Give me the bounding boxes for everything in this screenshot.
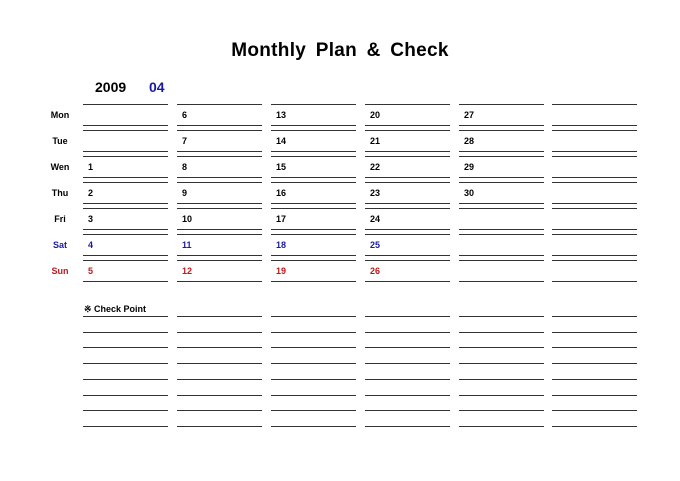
date-number: 13 (276, 110, 287, 120)
date-number: 14 (276, 136, 287, 146)
cell-top-line (552, 104, 637, 105)
cell-bottom-line (459, 203, 544, 204)
cell-bottom-line (177, 151, 262, 152)
cell-bottom-line (271, 177, 356, 178)
month-label: 04 (149, 79, 165, 95)
day-label-sun: Sun (51, 266, 69, 276)
cell-bottom-line (83, 255, 168, 256)
cell-bottom-line (271, 229, 356, 230)
cell-bottom-line (83, 125, 168, 126)
check-point-line (271, 347, 356, 348)
check-point-line (459, 426, 544, 427)
cell-top-line (271, 104, 356, 105)
cell-top-line (365, 208, 450, 209)
check-point-line (271, 316, 356, 317)
date-number: 21 (370, 136, 381, 146)
cell-top-line (271, 130, 356, 131)
cell-top-line (459, 208, 544, 209)
cell-top-line (83, 234, 168, 235)
cell-bottom-line (365, 255, 450, 256)
cell-bottom-line (365, 125, 450, 126)
date-number: 6 (182, 110, 188, 120)
page-title: Monthly Plan & Check (231, 40, 449, 61)
cell-bottom-line (83, 177, 168, 178)
cell-bottom-line (552, 125, 637, 126)
check-point-line (459, 316, 544, 317)
check-point-line (271, 410, 356, 411)
check-point-line (177, 426, 262, 427)
date-number: 27 (464, 110, 475, 120)
cell-bottom-line (552, 177, 637, 178)
check-point-line (83, 395, 168, 396)
check-point-line (365, 395, 450, 396)
check-point-line (177, 395, 262, 396)
date-number: 25 (370, 240, 381, 250)
cell-top-line (177, 208, 262, 209)
cell-top-line (365, 260, 450, 261)
cell-bottom-line (459, 255, 544, 256)
date-number: 16 (276, 188, 287, 198)
check-point-line (552, 363, 637, 364)
date-number: 24 (370, 214, 381, 224)
date-number: 19 (276, 266, 287, 276)
check-point-line (552, 426, 637, 427)
cell-top-line (83, 260, 168, 261)
cell-bottom-line (177, 203, 262, 204)
date-number: 7 (182, 136, 188, 146)
date-number: 5 (88, 266, 94, 276)
date-number: 12 (182, 266, 193, 276)
date-number: 20 (370, 110, 381, 120)
day-label-sat: Sat (52, 240, 67, 250)
cell-bottom-line (177, 177, 262, 178)
cell-top-line (552, 208, 637, 209)
check-point-line (83, 347, 168, 348)
cell-bottom-line (83, 203, 168, 204)
date-number: 9 (182, 188, 188, 198)
date-number: 22 (370, 162, 381, 172)
cell-top-line (177, 130, 262, 131)
check-point-line (365, 426, 450, 427)
cell-bottom-line (459, 177, 544, 178)
cell-bottom-line (459, 151, 544, 152)
cell-bottom-line (365, 229, 450, 230)
check-point-line (552, 410, 637, 411)
check-point-line (271, 379, 356, 380)
check-point-line (365, 347, 450, 348)
date-number: 18 (276, 240, 287, 250)
date-number: 17 (276, 214, 287, 224)
cell-bottom-line (365, 177, 450, 178)
check-point-line (365, 332, 450, 333)
check-point-line (459, 410, 544, 411)
date-number: 26 (370, 266, 381, 276)
cell-top-line (83, 182, 168, 183)
cell-top-line (459, 104, 544, 105)
cell-bottom-line (271, 151, 356, 152)
check-point-line (365, 363, 450, 364)
cell-top-line (177, 156, 262, 157)
cell-top-line (459, 260, 544, 261)
cell-top-line (177, 182, 262, 183)
check-point-line (552, 332, 637, 333)
date-number: 3 (88, 214, 94, 224)
cell-top-line (552, 156, 637, 157)
date-number: 10 (182, 214, 193, 224)
cell-top-line (177, 260, 262, 261)
check-point-line (271, 395, 356, 396)
check-point-line (365, 379, 450, 380)
cell-bottom-line (83, 281, 168, 282)
check-point-line (552, 347, 637, 348)
check-point-line (83, 332, 168, 333)
cell-top-line (271, 260, 356, 261)
cell-bottom-line (177, 255, 262, 256)
cell-top-line (365, 130, 450, 131)
cell-bottom-line (459, 281, 544, 282)
cell-top-line (83, 208, 168, 209)
cell-bottom-line (459, 125, 544, 126)
check-point-line (552, 379, 637, 380)
check-point-line (365, 410, 450, 411)
date-number: 11 (182, 240, 192, 250)
check-point-line (177, 410, 262, 411)
check-point-line (459, 379, 544, 380)
cell-top-line (365, 104, 450, 105)
check-point-line (459, 347, 544, 348)
cell-top-line (552, 130, 637, 131)
day-label-thu: Thu (51, 188, 69, 198)
year-label: 2009 (95, 79, 127, 95)
cell-bottom-line (177, 281, 262, 282)
date-number: 8 (182, 162, 188, 172)
cell-top-line (271, 156, 356, 157)
cell-top-line (552, 234, 637, 235)
cell-top-line (459, 156, 544, 157)
check-point-line (83, 316, 168, 317)
cell-bottom-line (552, 281, 637, 282)
check-point-line (552, 395, 637, 396)
cell-bottom-line (552, 229, 637, 230)
check-point-line (459, 363, 544, 364)
cell-top-line (459, 130, 544, 131)
check-point-line (177, 379, 262, 380)
date-number: 2 (88, 188, 94, 198)
cell-top-line (552, 182, 637, 183)
cell-bottom-line (365, 281, 450, 282)
cell-bottom-line (271, 281, 356, 282)
cell-bottom-line (552, 151, 637, 152)
check-point-line (365, 316, 450, 317)
date-number: 30 (464, 188, 475, 198)
cell-bottom-line (552, 255, 637, 256)
cell-top-line (271, 208, 356, 209)
check-point-line (459, 395, 544, 396)
check-point-label: ※ Check Point (84, 304, 147, 314)
cell-top-line (552, 260, 637, 261)
check-point-line (83, 363, 168, 364)
cell-top-line (83, 104, 168, 105)
cell-top-line (459, 234, 544, 235)
cell-top-line (271, 234, 356, 235)
cell-top-line (271, 182, 356, 183)
date-number: 28 (464, 136, 475, 146)
cell-top-line (459, 182, 544, 183)
date-number: 1 (88, 162, 94, 172)
check-point-line (271, 426, 356, 427)
date-number: 23 (370, 188, 381, 198)
day-label-fri: Fri (54, 214, 66, 224)
day-label-tue: Tue (52, 136, 68, 146)
check-point-line (271, 363, 356, 364)
check-point-line (177, 332, 262, 333)
check-point-line (83, 410, 168, 411)
cell-top-line (177, 104, 262, 105)
cell-bottom-line (365, 203, 450, 204)
cell-bottom-line (271, 255, 356, 256)
check-point-line (177, 316, 262, 317)
cell-bottom-line (83, 151, 168, 152)
day-label-wen: Wen (50, 162, 70, 172)
cell-top-line (365, 234, 450, 235)
check-point-line (83, 379, 168, 380)
day-label-mon: Mon (50, 110, 70, 120)
cell-top-line (83, 130, 168, 131)
cell-bottom-line (271, 125, 356, 126)
cell-bottom-line (271, 203, 356, 204)
cell-top-line (177, 234, 262, 235)
check-point-line (459, 332, 544, 333)
check-point-line (83, 426, 168, 427)
cell-top-line (365, 182, 450, 183)
check-point-line (177, 347, 262, 348)
date-number: 4 (88, 240, 94, 250)
cell-bottom-line (552, 203, 637, 204)
cell-bottom-line (177, 229, 262, 230)
cell-top-line (365, 156, 450, 157)
check-point-line (271, 332, 356, 333)
check-point-line (177, 363, 262, 364)
cell-bottom-line (459, 229, 544, 230)
cell-top-line (83, 156, 168, 157)
cell-bottom-line (83, 229, 168, 230)
cell-bottom-line (365, 151, 450, 152)
date-number: 15 (276, 162, 287, 172)
cell-bottom-line (177, 125, 262, 126)
check-point-line (552, 316, 637, 317)
date-number: 29 (464, 162, 475, 172)
